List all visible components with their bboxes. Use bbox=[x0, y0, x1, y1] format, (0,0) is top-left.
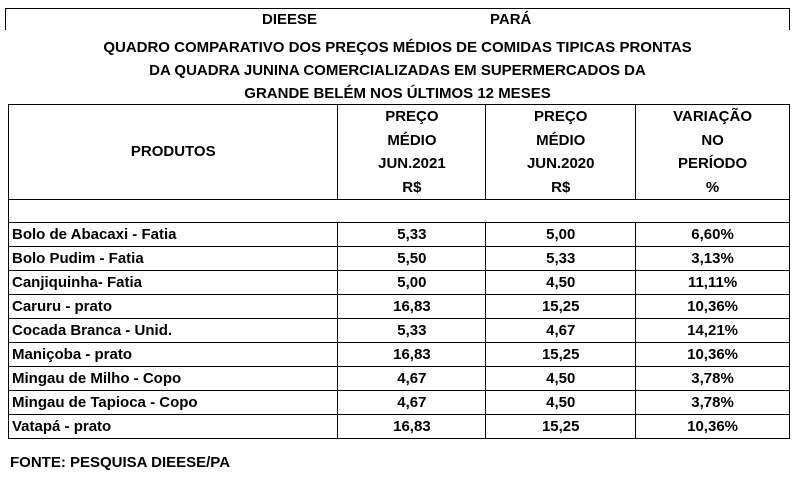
header-line: PERÍODO bbox=[677, 155, 748, 172]
column-header-price-2021 bbox=[338, 105, 486, 200]
title-line: GRANDE BELÉM NOS ÚLTIMOS 12 MESES bbox=[244, 85, 551, 102]
price-2021: 4,67 bbox=[338, 391, 486, 415]
price-2020: 5,00 bbox=[486, 223, 636, 247]
org-name: DIEESE bbox=[262, 11, 318, 28]
table-row bbox=[9, 271, 790, 295]
product-name: Mingau de Tapioca - Copo bbox=[9, 391, 338, 415]
price-comparison-table bbox=[8, 104, 790, 439]
variation: 6,60% bbox=[636, 223, 790, 247]
price-2021: 5,00 bbox=[338, 271, 486, 295]
variation: 10,36% bbox=[636, 343, 790, 367]
header-line: PREÇO bbox=[385, 108, 439, 125]
header-line: VARIAÇÃO bbox=[673, 108, 752, 125]
table-row bbox=[9, 391, 790, 415]
column-header-variation bbox=[636, 105, 790, 200]
variation: 10,36% bbox=[636, 415, 790, 439]
variation: 3,78% bbox=[636, 391, 790, 415]
price-2021: 4,67 bbox=[338, 367, 486, 391]
price-2020: 4,67 bbox=[486, 319, 636, 343]
price-2021: 5,33 bbox=[338, 223, 486, 247]
variation: 10,36% bbox=[636, 295, 790, 319]
product-name: Bolo de Abacaxi - Fatia bbox=[9, 223, 338, 247]
price-2021: 16,83 bbox=[338, 295, 486, 319]
product-name: Bolo Pudim - Fatia bbox=[9, 247, 338, 271]
price-2020: 5,33 bbox=[486, 247, 636, 271]
title-line: DA QUADRA JUNINA COMERCIALIZADAS EM SUPERMERCADOS DA bbox=[149, 62, 646, 79]
header-line: % bbox=[705, 178, 720, 196]
source-note: FONTE: PESQUISA DIEESE/PA bbox=[10, 454, 231, 471]
header-line: NO bbox=[701, 131, 724, 149]
price-2020: 15,25 bbox=[486, 343, 636, 367]
variation: 3,78% bbox=[636, 367, 790, 391]
product-name: Cocada Branca - Unid. bbox=[9, 319, 338, 343]
header-bar bbox=[5, 8, 790, 30]
product-name: Vatapá - prato bbox=[9, 415, 338, 439]
header-line: R$ bbox=[551, 178, 571, 196]
spacer-row bbox=[9, 200, 790, 223]
table-row bbox=[9, 343, 790, 367]
column-header-price-2020 bbox=[486, 105, 636, 200]
header-line: MÉDIO bbox=[536, 131, 586, 149]
table-row bbox=[9, 295, 790, 319]
table-row bbox=[9, 223, 790, 247]
table-row bbox=[9, 415, 790, 439]
title-line: QUADRO COMPARATIVO DOS PREÇOS MÉDIOS DE COMIDAS TIPICAS PRONTAS bbox=[103, 39, 692, 56]
header-line: JUN.2020 bbox=[526, 155, 595, 172]
price-2021: 16,83 bbox=[338, 415, 486, 439]
price-2021: 5,33 bbox=[338, 319, 486, 343]
price-2021: 16,83 bbox=[338, 343, 486, 367]
product-name: Maniçoba - prato bbox=[9, 343, 338, 367]
table-title bbox=[5, 36, 790, 105]
header-line: R$ bbox=[402, 178, 422, 196]
state-name: PARÁ bbox=[490, 11, 532, 28]
table-row bbox=[9, 247, 790, 271]
header-line: MÉDIO bbox=[387, 131, 437, 149]
price-2020: 4,50 bbox=[486, 367, 636, 391]
header-line: JUN.2021 bbox=[378, 155, 446, 172]
product-name: Caruru - prato bbox=[9, 295, 338, 319]
variation: 14,21% bbox=[636, 319, 790, 343]
variation: 11,11% bbox=[636, 271, 790, 295]
price-2020: 15,25 bbox=[486, 295, 636, 319]
product-name: Mingau de Milho - Copo bbox=[9, 367, 338, 391]
table-row bbox=[9, 367, 790, 391]
variation: 3,13% bbox=[636, 247, 790, 271]
price-2021: 5,50 bbox=[338, 247, 486, 271]
header-line: PREÇO bbox=[534, 108, 588, 125]
price-2020: 4,50 bbox=[486, 391, 636, 415]
table-row bbox=[9, 319, 790, 343]
product-name: Canjiquinha- Fatia bbox=[9, 271, 338, 295]
column-header-products: PRODUTOS bbox=[9, 105, 338, 200]
price-2020: 15,25 bbox=[486, 415, 636, 439]
header-row bbox=[9, 105, 790, 200]
price-2020: 4,50 bbox=[486, 271, 636, 295]
spacer-cell bbox=[9, 200, 790, 223]
